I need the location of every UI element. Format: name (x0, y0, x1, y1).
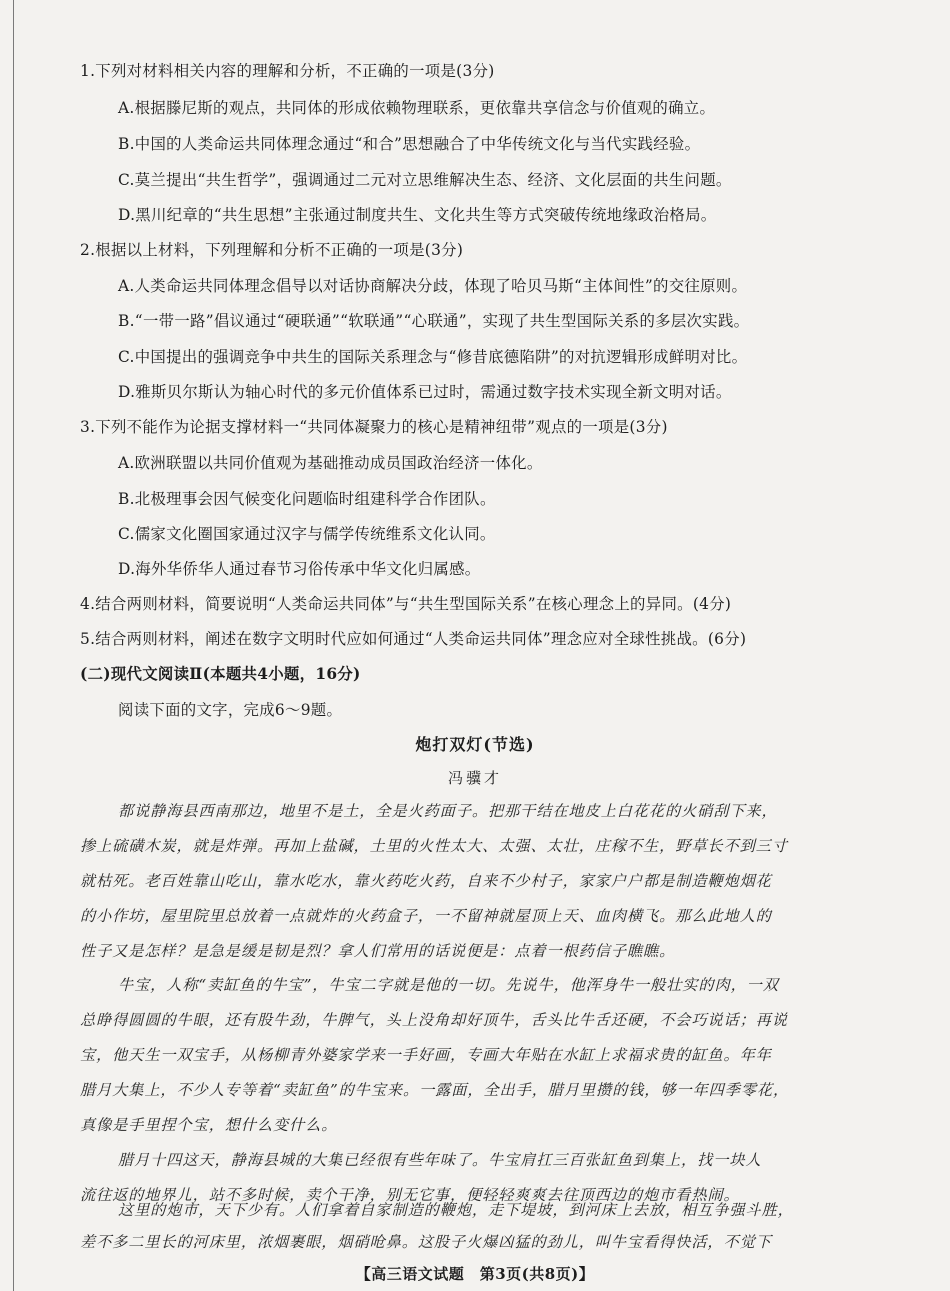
story-p2-line: 真像是手里捏个宝，想什么变什么。 (80, 1116, 338, 1134)
story-p3-line: 流往返的地界儿，站不多时候，卖个干净，别无它事，便轻轻爽爽去往顶西边的炮市看热闹。 (80, 1186, 740, 1204)
q1-option-c: C.莫兰提出“共生哲学”，强调通过二元对立思维解决生态、经济、文化层面的共生问题。 (118, 171, 732, 189)
q3-stem: 3.下列不能作为论据支撑材料一“共同体凝聚力的核心是精神纽带”观点的一项是(3分) (80, 418, 668, 436)
story-p1-line: 掺上硫磺木炭，就是炸弹。再加上盐碱，土里的火性太大、太强、太壮，庄稼不生，野草长不到三寸 (80, 837, 788, 855)
q3-option-a: A.欧洲联盟以共同价值观为基础推动成员国政治经济一体化。 (118, 454, 543, 472)
q4-stem: 4.结合两则材料，简要说明“人类命运共同体”与“共生型国际关系”在核心理念上的异同。(4分) (80, 595, 732, 613)
q1-option-b: B.中国的人类命运共同体理念通过“和合”思想融合了中华传统文化与当代实践经验。 (118, 135, 701, 153)
story-p1-line: 的小作坊，屋里院里总放着一点就炸的火药盒子，一不留神就屋顶上天、血肉横飞。那么此地人的 (80, 907, 772, 925)
page-footer: 【高三语文试题 第3页(共8页)】 (355, 1265, 595, 1283)
story-author: 冯骥才 (447, 769, 502, 787)
q2-option-c: C.中国提出的强调竞争中共生的国际关系理念与“修昔底德陷阱”的对抗逻辑形成鲜明对比。 (118, 348, 748, 366)
q1-stem: 1.下列对材料相关内容的理解和分析，不正确的一项是(3分) (80, 62, 495, 80)
q3-option-b: B.北极理事会因气候变化问题临时组建科学合作团队。 (118, 490, 496, 508)
q2-option-d: D.雅斯贝尔斯认为轴心时代的多元价值体系已过时，需通过数字技术实现全新文明对话。 (118, 383, 732, 401)
story-p1-line: 都说静海县西南那边，地里不是土，全是火药面子。把那干结在地皮上白花花的火硝刮下来， (118, 802, 778, 820)
q2-stem: 2.根据以上材料，下列理解和分析不正确的一项是(3分) (80, 241, 464, 259)
story-p4-line: 差不多二里长的河床里，浓烟裹眼，烟硝呛鼻。这股子火爆凶猛的劲儿，叫牛宝看得快活，不觉下 (80, 1233, 772, 1251)
q2-option-a: A.人类命运共同体理念倡导以对话协商解决分歧，体现了哈贝马斯“主体间性”的交往原则。 (118, 277, 748, 295)
q5-stem: 5.结合两则材料，阐述在数字文明时代应如何通过“人类命运共同体”理念应对全球性挑战。(6分) (80, 630, 747, 648)
story-p2-line: 牛宝，人称“卖缸鱼的牛宝”，牛宝二字就是他的一切。先说牛，他浑身牛一般壮实的肉，一双 (118, 976, 779, 994)
section-instruction: 阅读下面的文字，完成6～9题。 (118, 701, 343, 719)
story-p2-line: 腊月大集上，不少人专等着“卖缸鱼”的牛宝来。一露面，全出手，腊月里攒的钱，够一年四季零花， (80, 1081, 790, 1099)
q1-option-d: D.黑川纪章的“共生思想”主张通过制度共生、文化共生等方式突破传统地缘政治格局。 (118, 206, 717, 224)
q2-option-b: B.“一带一路”倡议通过“硬联通”“软联通”“心联通”，实现了共生型国际关系的多层次实践。 (118, 312, 750, 330)
q1-option-a: A.根据滕尼斯的观点，共同体的形成依赖物理联系，更依靠共享信念与价值观的确立。 (118, 99, 716, 117)
story-p1-line: 性子又是怎样？是急是缓是韧是烈？拿人们常用的话说便是：点着一根药信子瞧瞧。 (80, 942, 676, 960)
section-heading: (二)现代文阅读Ⅱ(本题共4小题，16分) (80, 665, 361, 683)
story-p2-line: 总睁得圆圆的牛眼，还有股牛劲，牛脾气，头上没角却好顶牛，舌头比牛舌还硬，不会巧说话；再说 (80, 1011, 788, 1029)
q3-option-d: D.海外华侨华人通过春节习俗传承中华文化归属感。 (118, 560, 481, 578)
story-title: 炮打双灯(节选) (415, 735, 535, 754)
q3-option-c: C.儒家文化圈国家通过汉字与儒学传统维系文化认同。 (118, 525, 496, 543)
story-p3-line: 腊月十四这天，静海县城的大集已经很有些年味了。牛宝肩扛三百张缸鱼到集上，找一块人 (118, 1151, 762, 1169)
story-p2-line: 宝，他天生一双宝手，从杨柳青外婆家学来一手好画，专画大年贴在水缸上求福求贵的缸鱼。年年 (80, 1046, 772, 1064)
story-p4-line: 这里的炮市，天下少有。人们拿着自家制造的鞭炮，走下堤坡，到河床上去放，相互争强斗胜， (118, 1201, 794, 1219)
story-p1-line: 就枯死。老百姓靠山吃山，靠水吃水，靠火药吃火药，自来不少村子，家家户户都是制造鞭炮烟花 (80, 872, 772, 890)
